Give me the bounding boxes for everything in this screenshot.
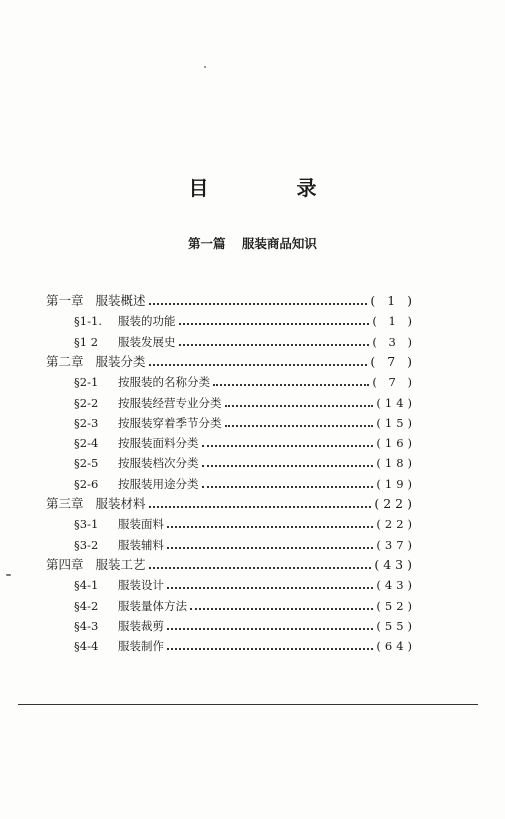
toc-entry-number: §3-2 [74, 537, 99, 552]
toc-section-row [74, 575, 416, 595]
toc-chapter-row [46, 352, 416, 372]
toc-page-number: ( 7 ) [370, 353, 416, 369]
dot-leader [167, 628, 373, 630]
toc-section-row [74, 413, 416, 433]
dot-leader [179, 344, 370, 346]
toc-page-number: (19) [376, 476, 416, 491]
toc-entry-title: 按服装穿着季节分类 [118, 415, 222, 430]
toc-entry-title: 服装发展史 [118, 334, 176, 349]
toc-entry-title: 按服装的名称分类 [118, 375, 210, 390]
toc-section-row [74, 393, 416, 413]
toc-entry-title: 服装工艺 [95, 556, 146, 572]
dot-leader [149, 364, 368, 366]
toc-entry-number: 第三章 [46, 496, 84, 511]
toc-entry-number: §2-1 [74, 375, 99, 390]
dot-leader [149, 567, 372, 569]
toc-entry-number: §2-2 [74, 395, 99, 410]
dot-leader [202, 465, 374, 467]
toc-chapter-row [46, 494, 416, 514]
toc-section-row [74, 311, 416, 331]
toc-entry-title: 服装量体方法 [118, 598, 187, 613]
part-label: 第一篇 [188, 236, 226, 251]
toc-page-number: (43) [376, 578, 416, 593]
toc-entry-number: 第四章 [46, 556, 84, 572]
dot-leader [202, 445, 374, 447]
toc-entry-number: 第一章 [46, 293, 84, 308]
toc-page-number: (37) [376, 537, 416, 552]
dot-leader [149, 506, 372, 508]
toc-section-row [74, 453, 416, 473]
toc-entry-number: §2-3 [74, 415, 99, 430]
toc-section-row [74, 616, 416, 636]
toc-section-row [74, 514, 416, 534]
toc-page-number: (22) [376, 517, 416, 532]
bottom-rule [18, 704, 478, 705]
toc-entry-number: §4-2 [74, 598, 99, 613]
toc-entry-number: §2-5 [74, 456, 99, 471]
dot-leader [225, 425, 374, 427]
toc-entry-number: §2-4 [74, 436, 99, 451]
dot-leader [167, 587, 373, 589]
dot-leader [213, 384, 369, 386]
toc-page-number: ( 1 ) [372, 314, 416, 329]
toc-entry-title: 按服装档次分类 [118, 456, 199, 471]
toc-page-number: ( 3 ) [372, 334, 416, 349]
toc-page-number: ( 1 ) [370, 293, 416, 308]
dot-leader [190, 608, 373, 610]
toc-entry-title: 服装的功能 [118, 314, 176, 329]
toc-entry-title: 按服装经营专业分类 [118, 395, 222, 410]
toc-page-title: 目 录 [188, 176, 351, 200]
toc-page-number: (22) [374, 496, 416, 511]
toc-entry-title: 服装概述 [95, 293, 146, 308]
toc-page-number: (55) [376, 618, 416, 633]
toc-entry-title: 服装裁剪 [118, 618, 164, 633]
toc-page-number: (52) [376, 598, 416, 613]
toc-entry-number: §3-1 [74, 517, 99, 532]
scan-speck [204, 66, 206, 68]
toc-entry-title: 按服装面料分类 [118, 436, 199, 451]
toc-page-number: (18) [376, 456, 416, 471]
toc-page-number: (16) [376, 436, 416, 451]
toc-entry-title: 按服装用途分类 [118, 476, 199, 491]
dot-leader [167, 526, 373, 528]
toc-section-row [74, 372, 416, 392]
toc-entry-number: §4-4 [74, 639, 99, 654]
toc-page-number: (43) [374, 556, 416, 572]
toc-section-row [74, 636, 416, 656]
part-heading [0, 234, 505, 252]
dot-leader [167, 648, 373, 650]
dot-leader [167, 547, 373, 549]
toc-entry-number: §4-1 [74, 578, 99, 593]
toc-page-number: (64) [376, 639, 416, 654]
toc-section-row [74, 596, 416, 616]
dot-leader [149, 303, 368, 305]
toc-page-number: ( 7 ) [372, 375, 416, 390]
toc-entry-title: 服装面料 [118, 517, 164, 532]
dot-leader [225, 405, 374, 407]
toc-section-row [74, 535, 416, 555]
part-name: 服装商品知识 [241, 236, 317, 251]
toc-section-row [74, 433, 416, 453]
toc-entry-number: 第二章 [46, 353, 84, 369]
toc-entry-title: 服装制作 [118, 639, 164, 654]
toc-section-row [74, 332, 416, 352]
dot-leader [179, 323, 370, 325]
toc-page-number: (14) [376, 395, 416, 410]
toc-entry-title: 服装分类 [95, 353, 146, 369]
toc-entry-title: 服装设计 [118, 578, 164, 593]
toc-entry-number: §4-3 [74, 618, 99, 633]
toc-page-number: (15) [376, 415, 416, 430]
toc-entry-number: §1 2 [74, 334, 99, 349]
toc-entry-title: 服装材料 [95, 496, 146, 511]
dot-leader [202, 486, 374, 488]
scan-speck [6, 574, 11, 576]
toc-chapter-row [46, 555, 416, 575]
toc-section-row [74, 474, 416, 494]
toc-chapter-row [46, 291, 416, 311]
toc-entry-number: §1-1. [74, 314, 102, 329]
toc-entry-title: 服装辅料 [118, 537, 164, 552]
toc-entry-number: §2-6 [74, 476, 99, 491]
